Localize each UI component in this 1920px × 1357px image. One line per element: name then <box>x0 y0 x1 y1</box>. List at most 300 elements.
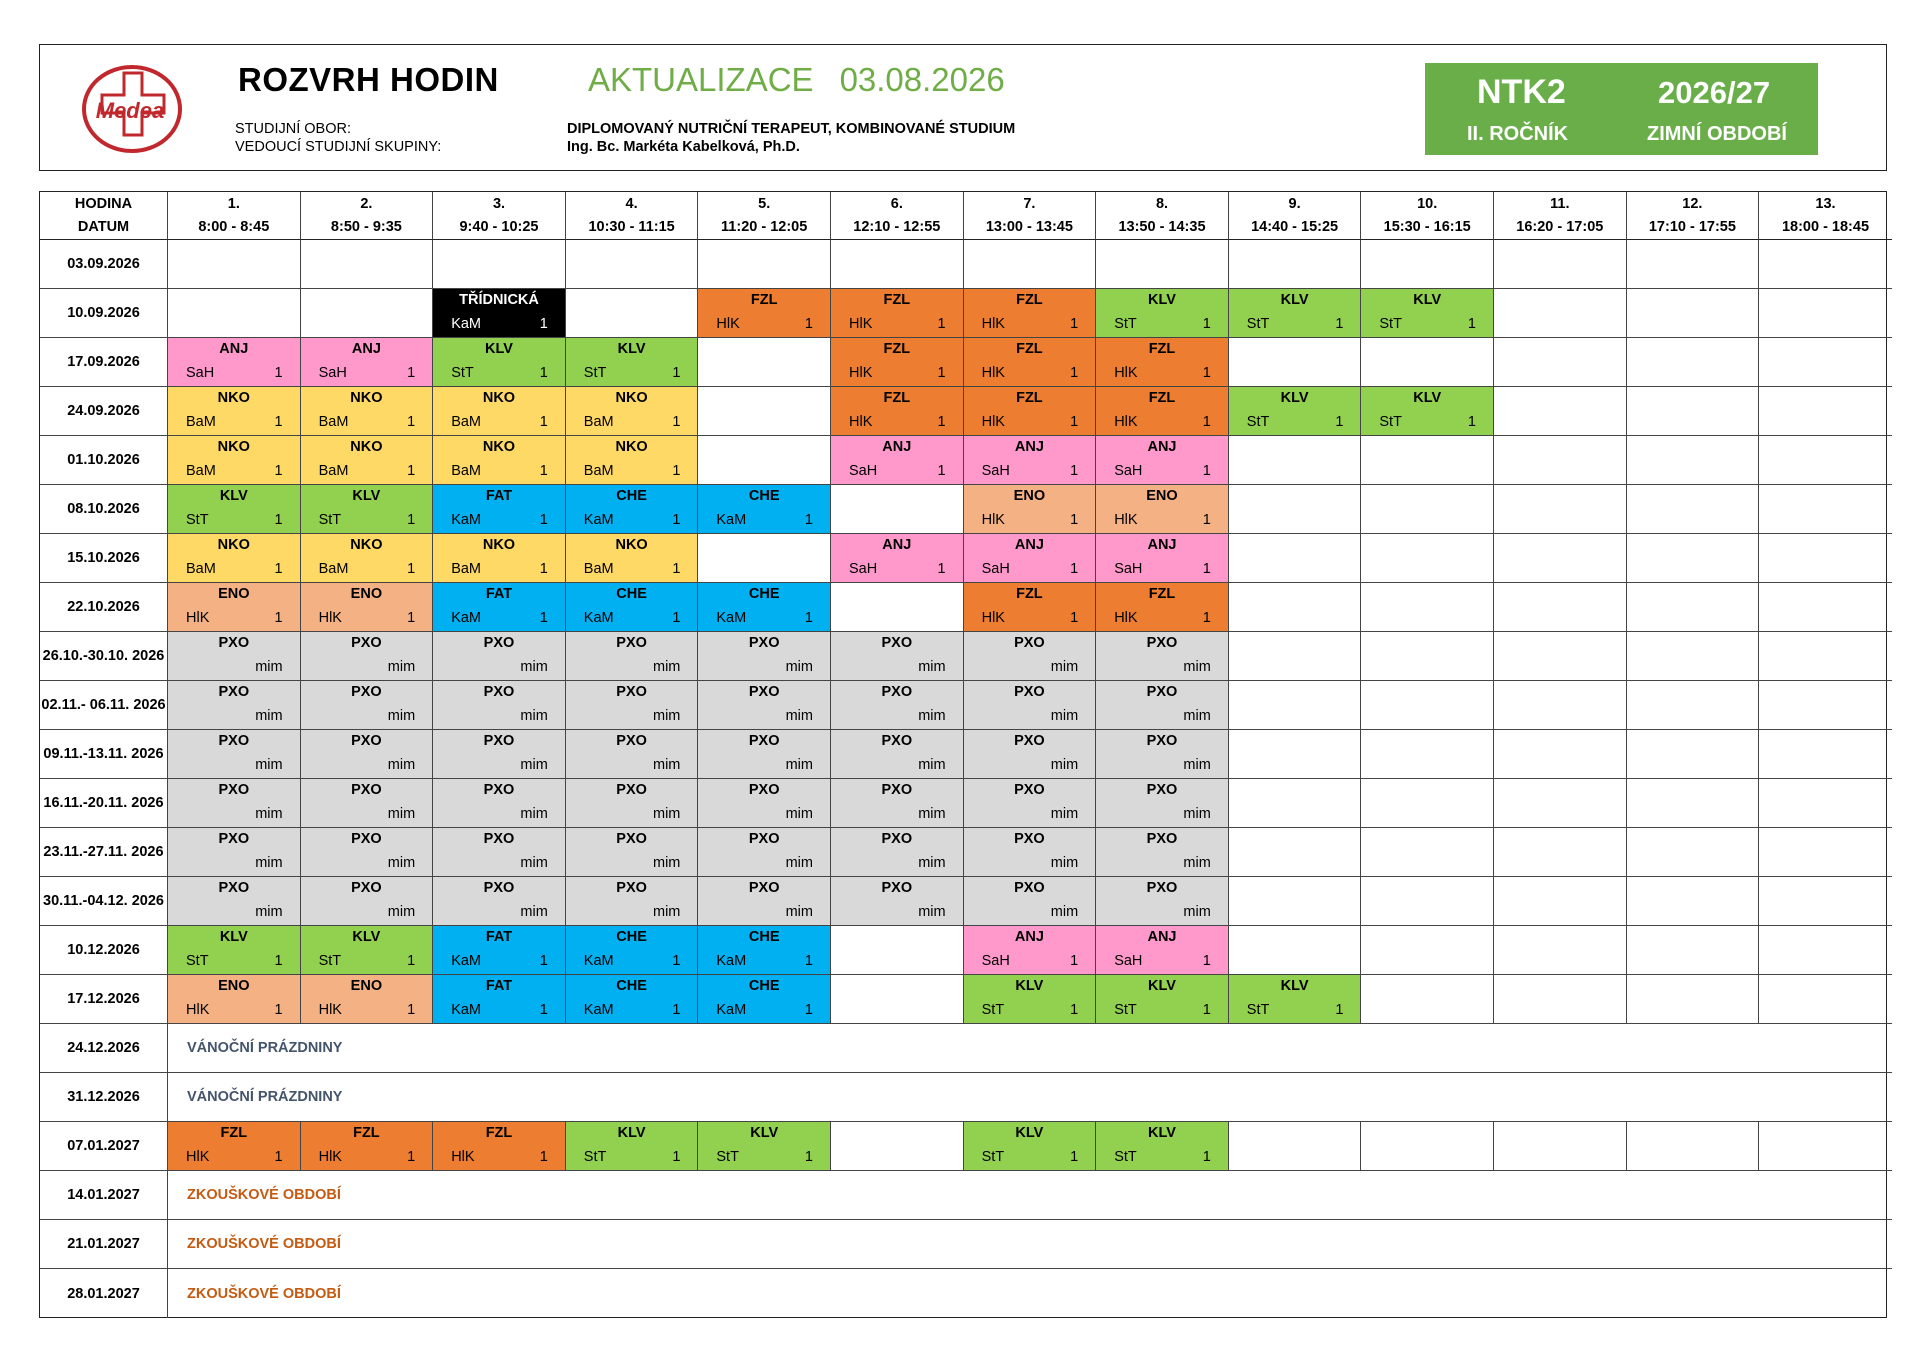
schedule-cell <box>1759 338 1892 387</box>
schedule-cell <box>1229 681 1362 730</box>
academic-year: 2026/27 <box>1658 75 1771 110</box>
teacher-code: StT <box>451 365 474 381</box>
schedule-cell <box>1494 583 1627 632</box>
subject-code: PXO <box>351 831 382 847</box>
lesson-count: 1 <box>804 316 813 332</box>
schedule-cell <box>1229 730 1362 779</box>
lesson-count: 1 <box>1467 316 1476 332</box>
lesson-count: 1 <box>672 1002 681 1018</box>
schedule-cell <box>1096 338 1229 387</box>
schedule-cell <box>1361 926 1494 975</box>
teacher-code: SaH <box>849 561 878 577</box>
schedule-cell <box>1229 975 1362 1024</box>
schedule-cell <box>1229 877 1362 926</box>
schedule-cell <box>698 436 831 485</box>
schedule-cell <box>301 632 434 681</box>
subject-code: PXO <box>351 684 382 700</box>
schedule-cell <box>698 975 831 1024</box>
lesson-count: 1 <box>407 1149 416 1165</box>
lesson-count: 1 <box>407 463 416 479</box>
subject-code: PXO <box>748 635 780 651</box>
subject-note: mim <box>255 855 283 871</box>
period-header <box>1759 192 1892 240</box>
schedule-cell <box>301 730 434 779</box>
subject-code: PXO <box>218 733 250 749</box>
subject-code: PXO <box>881 880 913 896</box>
teacher-code: HlK <box>318 1149 342 1165</box>
teacher-code: KaM <box>451 316 482 332</box>
field-labels <box>235 120 441 156</box>
schedule-cell <box>964 583 1097 632</box>
header-hodina: HODINA <box>74 196 133 212</box>
subject-code: PXO <box>351 635 382 651</box>
teacher-code: StT <box>1114 316 1137 332</box>
subject-code: TŘÍDNICKÁ <box>459 292 539 308</box>
schedule-cell <box>168 338 301 387</box>
teacher-code: StT <box>1114 1149 1137 1165</box>
subject-note: mim <box>918 708 946 724</box>
schedule-cell <box>1627 289 1760 338</box>
subject-code: PXO <box>218 782 250 798</box>
schedule-cell <box>698 240 831 289</box>
subject-code: ENO <box>1013 488 1046 504</box>
period-header <box>301 192 434 240</box>
row-date: 24.09.2026 <box>40 387 168 436</box>
teacher-code: StT <box>186 512 209 528</box>
subject-code: FZL <box>750 292 778 308</box>
schedule-cell <box>433 926 566 975</box>
schedule-cell <box>433 583 566 632</box>
teacher-code: StT <box>716 1149 739 1165</box>
period-number: 10. <box>1417 196 1438 212</box>
subject-code: KLV <box>485 341 513 357</box>
lesson-count: 1 <box>539 610 548 626</box>
subject-note: mim <box>918 806 946 822</box>
subject-code: FAT <box>485 978 513 994</box>
schedule-cell <box>698 877 831 926</box>
schedule-cell <box>1494 632 1627 681</box>
period-number: 12. <box>1682 196 1703 212</box>
schedule-cell <box>964 730 1097 779</box>
row-date: 23.11.-27.11. 2026 <box>40 828 168 877</box>
teacher-code: BaM <box>451 414 482 430</box>
schedule-cell <box>1229 436 1362 485</box>
period-time: 8:50 - 9:35 <box>330 219 402 235</box>
lesson-count: 1 <box>539 365 548 381</box>
teacher-code: SaH <box>1114 561 1143 577</box>
subject-note: mim <box>520 855 548 871</box>
subject-code: KLV <box>1280 292 1309 308</box>
lesson-count: 1 <box>672 414 681 430</box>
subject-note: mim <box>520 806 548 822</box>
schedule-cell <box>1494 387 1627 436</box>
subject-note: mim <box>387 806 416 822</box>
lesson-count: 1 <box>407 365 416 381</box>
schedule-cell <box>433 1122 566 1171</box>
subject-note: mim <box>1050 904 1079 920</box>
schedule-cell <box>964 289 1097 338</box>
subject-code: PXO <box>351 782 382 798</box>
schedule-cell <box>1627 387 1760 436</box>
schedule-cell <box>964 1122 1097 1171</box>
schedule-cell <box>1096 534 1229 583</box>
schedule-cell <box>566 926 699 975</box>
period-number: 11. <box>1550 196 1570 212</box>
period-header <box>168 192 301 240</box>
teacher-code: HlK <box>1114 365 1138 381</box>
schedule-cell <box>433 485 566 534</box>
subject-code: PXO <box>483 782 515 798</box>
teacher-code: SaH <box>849 463 878 479</box>
subject-note: mim <box>918 659 946 675</box>
teacher-code: HlK <box>849 365 873 381</box>
period-number: 5. <box>758 196 771 212</box>
period-header <box>1229 192 1362 240</box>
schedule-cell <box>964 387 1097 436</box>
lesson-count: 1 <box>1202 512 1211 528</box>
schedule-cell <box>1627 975 1760 1024</box>
schedule-cell <box>301 534 434 583</box>
lesson-count: 1 <box>407 1002 416 1018</box>
subject-code: PXO <box>881 733 913 749</box>
row-date: 14.01.2027 <box>40 1171 168 1220</box>
period-number: 4. <box>625 196 638 212</box>
lesson-count: 1 <box>274 414 283 430</box>
subject-code: PXO <box>881 831 913 847</box>
subject-code: NKO <box>482 537 516 553</box>
schedule-cell <box>1229 632 1362 681</box>
subject-note: mim <box>1183 708 1211 724</box>
lesson-count: 1 <box>274 1149 283 1165</box>
schedule-cell <box>1627 926 1760 975</box>
lesson-count: 1 <box>1335 414 1344 430</box>
teacher-code: HlK <box>981 316 1005 332</box>
subject-code: PXO <box>1014 831 1045 847</box>
schedule-cell <box>168 583 301 632</box>
subject-code: PXO <box>483 733 515 749</box>
lesson-count: 1 <box>274 463 283 479</box>
subject-code: ENO <box>1146 488 1178 504</box>
subject-code: FAT <box>485 586 513 602</box>
schedule-cell <box>168 632 301 681</box>
subject-note: mim <box>255 806 283 822</box>
subject-code: ANJ <box>1147 929 1177 945</box>
lesson-count: 1 <box>539 1002 548 1018</box>
row-date: 01.10.2026 <box>40 436 168 485</box>
schedule-cell <box>1759 387 1892 436</box>
subject-code: PXO <box>616 831 647 847</box>
schedule-cell <box>168 436 301 485</box>
lesson-count: 1 <box>1070 1149 1079 1165</box>
lesson-count: 1 <box>1335 316 1344 332</box>
subject-note: mim <box>1050 708 1079 724</box>
lesson-count: 1 <box>1202 414 1211 430</box>
teacher-code: SaH <box>186 365 215 381</box>
subject-code: CHE <box>748 978 780 994</box>
schedule-cell <box>1494 730 1627 779</box>
schedule-cell <box>964 779 1097 828</box>
row-date: 30.11.-04.12. 2026 <box>40 877 168 926</box>
teacher-code: BaM <box>318 561 349 577</box>
teacher-code: BaM <box>318 414 349 430</box>
subject-code: KLV <box>219 929 248 945</box>
subject-code: PXO <box>1014 733 1045 749</box>
subject-code: PXO <box>616 635 647 651</box>
period-header <box>1361 192 1494 240</box>
schedule-cell <box>1494 828 1627 877</box>
schedule-cell <box>964 338 1097 387</box>
subject-note: mim <box>785 708 813 724</box>
schedule-cell <box>433 681 566 730</box>
subject-note: mim <box>387 757 416 773</box>
schedule-cell <box>1627 485 1760 534</box>
semester: ZIMNÍ OBDOBÍ <box>1647 123 1787 145</box>
schedule-cell <box>1627 1122 1760 1171</box>
row-date: 15.10.2026 <box>40 534 168 583</box>
schedule-cell <box>831 485 964 534</box>
holiday-banner: VÁNOČNÍ PRÁZDNINY <box>168 1024 1892 1073</box>
subject-note: mim <box>653 708 681 724</box>
subject-note: mim <box>255 904 283 920</box>
schedule-cell <box>831 240 964 289</box>
schedule-cell <box>1361 534 1494 583</box>
subject-code: KLV <box>352 929 381 945</box>
teacher-code: KaM <box>451 610 482 626</box>
subject-code: FAT <box>485 488 513 504</box>
schedule-cell <box>433 338 566 387</box>
subject-note: mim <box>653 659 681 675</box>
schedule-cell <box>1627 534 1760 583</box>
schedule-cell <box>1361 975 1494 1024</box>
schedule-cell <box>168 926 301 975</box>
schedule-cell <box>566 877 699 926</box>
schedule-cell <box>301 240 434 289</box>
row-date: 26.10.-30.10. 2026 <box>40 632 168 681</box>
subject-code: ANJ <box>1014 929 1044 945</box>
schedule-cell <box>566 338 699 387</box>
schedule-cell <box>831 338 964 387</box>
subject-code: PXO <box>748 831 780 847</box>
medea-logo-icon <box>80 63 185 155</box>
subject-code: PXO <box>616 684 647 700</box>
schedule-cell <box>831 436 964 485</box>
schedule-cell <box>301 583 434 632</box>
schedule-cell <box>1096 681 1229 730</box>
teacher-code: StT <box>1379 414 1402 430</box>
subject-note: mim <box>785 855 813 871</box>
subject-code: PXO <box>881 684 913 700</box>
subject-note: mim <box>918 757 946 773</box>
period-number: 7. <box>1023 196 1036 212</box>
subject-code: KLV <box>1413 390 1442 406</box>
period-time: 8:00 - 8:45 <box>198 219 270 235</box>
subject-note: mim <box>1050 757 1079 773</box>
teacher-code: HlK <box>1114 610 1138 626</box>
subject-note: mim <box>785 659 813 675</box>
schedule-cell <box>1494 681 1627 730</box>
lesson-count: 1 <box>407 414 416 430</box>
schedule-cell <box>698 828 831 877</box>
subject-code: PXO <box>483 880 515 896</box>
field-values <box>567 120 1015 156</box>
header-corner <box>40 192 168 240</box>
lesson-count: 1 <box>274 561 283 577</box>
schedule-cell <box>964 632 1097 681</box>
schedule-cell <box>433 436 566 485</box>
schedule-cell <box>1096 289 1229 338</box>
schedule-cell <box>964 975 1097 1024</box>
subject-code: PXO <box>616 880 647 896</box>
schedule-cell <box>566 583 699 632</box>
lesson-count: 1 <box>672 365 681 381</box>
schedule-cell <box>1759 1122 1892 1171</box>
schedule-cell <box>831 534 964 583</box>
schedule-cell <box>698 485 831 534</box>
schedule-cell <box>964 681 1097 730</box>
teacher-code: HlK <box>849 414 873 430</box>
subject-code: FZL <box>1016 586 1043 602</box>
schedule-cell <box>566 975 699 1024</box>
subject-note: mim <box>918 904 946 920</box>
schedule-cell <box>698 681 831 730</box>
subject-code: KLV <box>1413 292 1442 308</box>
schedule-cell <box>1361 730 1494 779</box>
subject-code: PXO <box>483 635 515 651</box>
subject-code: ANJ <box>1014 537 1044 553</box>
teacher-code: BaM <box>451 463 482 479</box>
schedule-cell <box>964 534 1097 583</box>
subject-code: PXO <box>483 684 515 700</box>
subject-code: KLV <box>219 488 248 504</box>
row-date: 02.11.- 06.11. 2026 <box>40 681 168 730</box>
subject-code: PXO <box>1146 635 1178 651</box>
subject-note: mim <box>387 904 416 920</box>
subject-note: mim <box>255 659 283 675</box>
lesson-count: 1 <box>1070 953 1079 969</box>
teacher-code: HlK <box>716 316 740 332</box>
period-time: 9:40 - 10:25 <box>459 219 539 235</box>
schedule-cell <box>1361 779 1494 828</box>
schedule-cell <box>1096 1122 1229 1171</box>
row-date: 08.10.2026 <box>40 485 168 534</box>
schedule-cell <box>1759 485 1892 534</box>
subject-note: mim <box>918 855 946 871</box>
schedule-cell <box>433 534 566 583</box>
subject-code: KLV <box>1015 978 1044 994</box>
value-obor: DIPLOMOVANÝ NUTRIČNÍ TERAPEUT, KOMBINOVANÉ STUDIUM <box>567 121 1016 137</box>
teacher-code: HlK <box>849 316 873 332</box>
teacher-code: KaM <box>716 610 747 626</box>
lesson-count: 1 <box>1070 414 1079 430</box>
lesson-count: 1 <box>804 1002 813 1018</box>
row-date: 17.12.2026 <box>40 975 168 1024</box>
row-date: 10.12.2026 <box>40 926 168 975</box>
teacher-code: BaM <box>318 463 349 479</box>
subject-code: KLV <box>1148 978 1176 994</box>
teacher-code: HlK <box>981 414 1005 430</box>
lesson-count: 1 <box>539 463 548 479</box>
schedule-cell <box>301 779 434 828</box>
subject-code: FZL <box>883 341 911 357</box>
teacher-code: HlK <box>451 1149 475 1165</box>
subject-code: NKO <box>482 439 516 455</box>
schedule-cell <box>1627 877 1760 926</box>
schedule-cell <box>1229 485 1362 534</box>
period-number: 6. <box>890 196 903 212</box>
teacher-code: SaH <box>1114 463 1143 479</box>
lesson-count: 1 <box>937 316 946 332</box>
teacher-code: HlK <box>981 610 1005 626</box>
schedule-cell <box>168 779 301 828</box>
subject-note: mim <box>255 757 283 773</box>
subject-code: KLV <box>1148 292 1176 308</box>
schedule-cell <box>301 926 434 975</box>
period-time: 15:30 - 16:15 <box>1383 219 1471 235</box>
subject-note: mim <box>255 708 283 724</box>
subject-code: PXO <box>881 782 913 798</box>
lesson-count: 1 <box>539 953 548 969</box>
schedule-cell <box>168 1122 301 1171</box>
subject-code: ANJ <box>351 341 381 357</box>
schedule-cell <box>433 975 566 1024</box>
lesson-count: 1 <box>1070 610 1079 626</box>
subject-note: mim <box>387 708 416 724</box>
subject-code: PXO <box>483 831 515 847</box>
schedule-cell <box>831 583 964 632</box>
schedule-cell <box>1096 926 1229 975</box>
schedule-cell <box>1361 436 1494 485</box>
schedule-cell <box>964 240 1097 289</box>
teacher-code: StT <box>318 953 342 969</box>
schedule-cell <box>301 387 434 436</box>
schedule-cell <box>698 926 831 975</box>
schedule-cell <box>566 387 699 436</box>
lesson-count: 1 <box>539 316 548 332</box>
lesson-count: 1 <box>1202 1002 1211 1018</box>
lesson-count: 1 <box>804 1149 813 1165</box>
schedule-cell <box>831 877 964 926</box>
lesson-count: 1 <box>1202 610 1211 626</box>
subject-code: NKO <box>615 537 648 553</box>
schedule-cell <box>831 632 964 681</box>
schedule-cell <box>1229 289 1362 338</box>
subject-code: PXO <box>1146 684 1178 700</box>
subject-code: FZL <box>1016 390 1043 406</box>
lesson-count: 1 <box>274 1002 283 1018</box>
group-code: NTK2 <box>1477 73 1566 111</box>
lesson-count: 1 <box>1202 953 1211 969</box>
schedule-cell <box>1229 1122 1362 1171</box>
schedule-cell <box>1361 877 1494 926</box>
schedule-cell <box>1759 828 1892 877</box>
subject-code: NKO <box>217 439 250 455</box>
lesson-count: 1 <box>407 610 416 626</box>
period-number: 8. <box>1155 196 1169 212</box>
subject-code: KLV <box>352 488 381 504</box>
subject-code: NKO <box>217 390 250 406</box>
subject-code: FZL <box>1148 390 1176 406</box>
schedule-table <box>39 191 1887 1318</box>
teacher-code: StT <box>1246 316 1270 332</box>
schedule-cell <box>1096 485 1229 534</box>
row-date: 28.01.2027 <box>40 1269 168 1318</box>
subject-note: mim <box>1183 659 1211 675</box>
period-time: 13:00 - 13:45 <box>985 219 1073 235</box>
exam-period-banner: ZKOUŠKOVÉ OBDOBÍ <box>187 1285 341 1302</box>
schedule-cell <box>301 681 434 730</box>
lesson-count: 1 <box>539 561 548 577</box>
schedule-cell <box>1759 926 1892 975</box>
